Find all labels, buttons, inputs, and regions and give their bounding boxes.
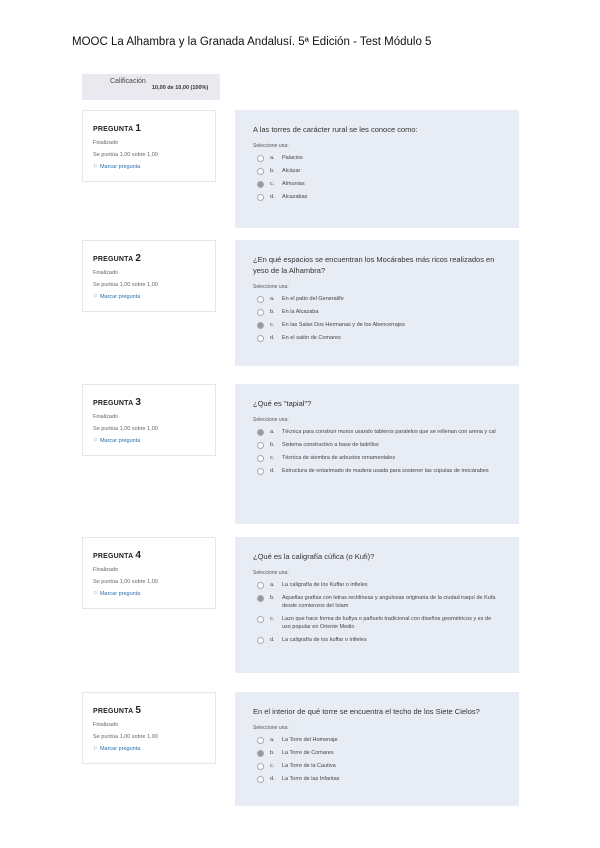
question-status: Finalizado xyxy=(93,414,119,420)
option-letter: d. xyxy=(270,776,275,782)
answer-option[interactable] xyxy=(253,594,501,610)
question-info-5 xyxy=(82,692,216,764)
flag-icon: ⚐ xyxy=(93,746,98,752)
option-letter: c. xyxy=(270,322,275,328)
answer-option[interactable] xyxy=(253,441,501,449)
option-text: Sistema constructivo a base de ladrillos xyxy=(282,442,379,448)
option-text: La caligrafía de los kuffar o infieles xyxy=(282,637,367,643)
radio-icon[interactable] xyxy=(257,296,264,303)
option-text: Almunias xyxy=(282,181,305,187)
radio-icon[interactable] xyxy=(257,442,264,449)
radio-icon[interactable] xyxy=(257,335,264,342)
option-text: La caligrafía de los Kuffar o infieles xyxy=(282,582,368,588)
question-title xyxy=(93,123,205,134)
answer-option[interactable] xyxy=(253,321,501,329)
selection-instruction: Seleccione una: xyxy=(253,284,289,290)
flag-question-link[interactable] xyxy=(93,438,205,444)
option-letter: a. xyxy=(270,737,275,743)
option-letter: d. xyxy=(270,194,275,200)
radio-icon[interactable] xyxy=(257,637,264,644)
option-text: Alcazabas xyxy=(282,194,308,200)
option-letter: b. xyxy=(270,168,275,174)
option-text: La Torre de Comares xyxy=(282,750,334,756)
radio-icon[interactable] xyxy=(257,737,264,744)
selection-instruction: Seleccione una: xyxy=(253,143,289,149)
flag-icon: ⚐ xyxy=(93,294,98,300)
answer-option[interactable] xyxy=(253,167,501,175)
option-text: En el salón de Comares xyxy=(282,335,341,341)
radio-icon[interactable] xyxy=(257,181,264,188)
answer-option[interactable] xyxy=(253,454,501,462)
flag-icon: ⚐ xyxy=(93,438,98,444)
option-text: Estructura de entarimado de madera usada para sostener las cúpulas de mocárabes xyxy=(282,468,489,474)
flag-label: Marcar pregunta xyxy=(99,591,141,597)
flag-label: Marcar pregunta xyxy=(99,294,141,300)
question-number: 3 xyxy=(135,397,142,408)
question-text: A las torres de carácter rural se les conoce como: xyxy=(253,125,418,134)
question-text: ¿Qué es la caligrafía cúfica (o Kufi)? xyxy=(253,552,375,561)
answer-option[interactable] xyxy=(253,308,501,316)
question-text: En el interior de qué torre se encuentra el techo de los Siete Cielos? xyxy=(253,707,480,716)
option-text: Alcázar xyxy=(282,168,301,174)
answer-option[interactable] xyxy=(253,428,501,436)
question-text: ¿En qué espacios se encuentran los Mocárabes más ricos realizados en yeso de la Alhambra? xyxy=(253,255,495,275)
option-text: La Torre del Homenaje xyxy=(282,737,338,743)
option-letter: b. xyxy=(270,750,275,756)
question-status: Finalizado xyxy=(93,567,119,573)
answer-option[interactable] xyxy=(253,736,501,744)
option-text: En el patio del Generalife xyxy=(282,296,344,302)
option-text: En la Alcazaba xyxy=(282,309,319,315)
answer-option[interactable] xyxy=(253,762,501,770)
option-text: La Torre de la Cautiva xyxy=(282,763,336,769)
selection-instruction: Seleccione una: xyxy=(253,725,289,731)
flag-icon: ⚐ xyxy=(93,591,98,597)
grade-value: 10,00 de 10,00 (100%) xyxy=(152,85,209,91)
option-text: La Torre de las Infantas xyxy=(282,776,340,782)
radio-icon[interactable] xyxy=(257,468,264,475)
question-info-2 xyxy=(82,240,216,312)
question-label: PREGUNTA xyxy=(93,553,134,560)
flag-label: Marcar pregunta xyxy=(99,164,141,170)
answer-option[interactable] xyxy=(253,636,501,644)
question-panel-2 xyxy=(235,240,519,366)
option-letter: b. xyxy=(270,595,275,601)
answer-option[interactable] xyxy=(253,775,501,783)
option-text: Aquellas grafías con letras rectilíneas y angulosas originaria de la ciudad iraquí de Kufa desde comienzos del Islam xyxy=(282,595,496,609)
option-text: Técnica para construir muros usando tableros paralelos que se rellenan con arena y cal xyxy=(282,429,496,435)
option-text: En las Salas Dos Hermanas y de los Abencerrajes xyxy=(282,322,405,328)
question-label: PREGUNTA xyxy=(93,708,134,715)
question-label: PREGUNTA xyxy=(93,400,134,407)
question-info-1 xyxy=(82,110,216,182)
question-number: 4 xyxy=(135,550,142,561)
question-title xyxy=(93,253,205,264)
answer-option[interactable] xyxy=(253,749,501,757)
option-letter: c. xyxy=(270,455,275,461)
radio-icon[interactable] xyxy=(257,582,264,589)
radio-icon[interactable] xyxy=(257,776,264,783)
question-title xyxy=(93,397,205,408)
question-score: Se puntúa 1,00 sobre 1,00 xyxy=(93,734,158,740)
question-text: ¿Qué es "tapial"? xyxy=(253,399,312,408)
answer-option[interactable] xyxy=(253,467,501,475)
question-status: Finalizado xyxy=(93,722,119,728)
question-score: Se puntúa 1,00 sobre 1,00 xyxy=(93,152,158,158)
question-number: 1 xyxy=(135,123,142,134)
question-title xyxy=(93,705,205,716)
radio-icon[interactable] xyxy=(257,168,264,175)
answer-option[interactable] xyxy=(253,615,501,631)
question-status: Finalizado xyxy=(93,270,119,276)
option-letter: b. xyxy=(270,442,275,448)
flag-label: Marcar pregunta xyxy=(99,746,141,752)
option-letter: a. xyxy=(270,429,275,435)
option-letter: a. xyxy=(270,155,275,161)
radio-icon[interactable] xyxy=(257,455,264,462)
radio-icon[interactable] xyxy=(257,194,264,201)
option-text: Técnica de siembra de arbustos ornamentales xyxy=(282,455,396,461)
radio-icon[interactable] xyxy=(257,309,264,316)
question-title xyxy=(93,550,205,561)
question-panel-3 xyxy=(235,384,519,524)
selection-instruction: Seleccione una: xyxy=(253,570,289,576)
question-panel-1 xyxy=(235,110,519,228)
answer-option[interactable] xyxy=(253,334,501,342)
question-score: Se puntúa 1,00 sobre 1,00 xyxy=(93,282,158,288)
option-letter: a. xyxy=(270,582,275,588)
question-panel-4 xyxy=(235,537,519,673)
option-text: Palacios xyxy=(282,155,303,161)
answer-option[interactable] xyxy=(253,295,501,303)
flag-question-link[interactable] xyxy=(93,591,205,597)
question-label: PREGUNTA xyxy=(93,126,134,133)
radio-icon[interactable] xyxy=(257,322,264,329)
option-letter: d. xyxy=(270,637,275,643)
grade-label: Calificación xyxy=(110,78,146,85)
answer-option[interactable] xyxy=(253,154,501,162)
flag-question-link[interactable] xyxy=(93,294,205,300)
answer-option[interactable] xyxy=(253,180,501,188)
option-letter: a. xyxy=(270,296,275,302)
radio-icon[interactable] xyxy=(257,750,264,757)
option-letter: d. xyxy=(270,335,275,341)
question-label: PREGUNTA xyxy=(93,256,134,263)
question-info-4 xyxy=(82,537,216,609)
flag-label: Marcar pregunta xyxy=(99,438,141,444)
question-number: 2 xyxy=(135,253,142,264)
question-score: Se puntúa 1,00 sobre 1,00 xyxy=(93,426,158,432)
question-score: Se puntúa 1,00 sobre 1,00 xyxy=(93,579,158,585)
answer-option[interactable] xyxy=(253,193,501,201)
option-letter: b. xyxy=(270,309,275,315)
question-number: 5 xyxy=(135,705,142,716)
question-panel-5 xyxy=(235,692,519,806)
radio-icon[interactable] xyxy=(257,429,264,436)
selection-instruction: Seleccione una: xyxy=(253,417,289,423)
option-letter: c. xyxy=(270,616,275,622)
option-letter: c. xyxy=(270,763,275,769)
flag-icon: ⚐ xyxy=(93,164,98,170)
radio-icon[interactable] xyxy=(257,763,264,770)
question-info-3 xyxy=(82,384,216,456)
radio-icon[interactable] xyxy=(257,595,264,602)
flag-question-link[interactable] xyxy=(93,746,205,752)
answer-option[interactable] xyxy=(253,581,501,589)
radio-icon[interactable] xyxy=(257,616,264,623)
question-status: Finalizado xyxy=(93,140,119,146)
document-title: MOOC La Alhambra y la Granada Andalusí. 5ª Edición - Test Módulo 5 xyxy=(72,36,432,48)
radio-icon[interactable] xyxy=(257,155,264,162)
option-text: Lazo que hace forma de kufiya o pañuelo tradicional con diseños geométricos y es de uso popular en Oriente Medio xyxy=(282,616,492,630)
option-letter: c. xyxy=(270,181,275,187)
flag-question-link[interactable] xyxy=(93,164,205,170)
option-letter: d. xyxy=(270,468,275,474)
